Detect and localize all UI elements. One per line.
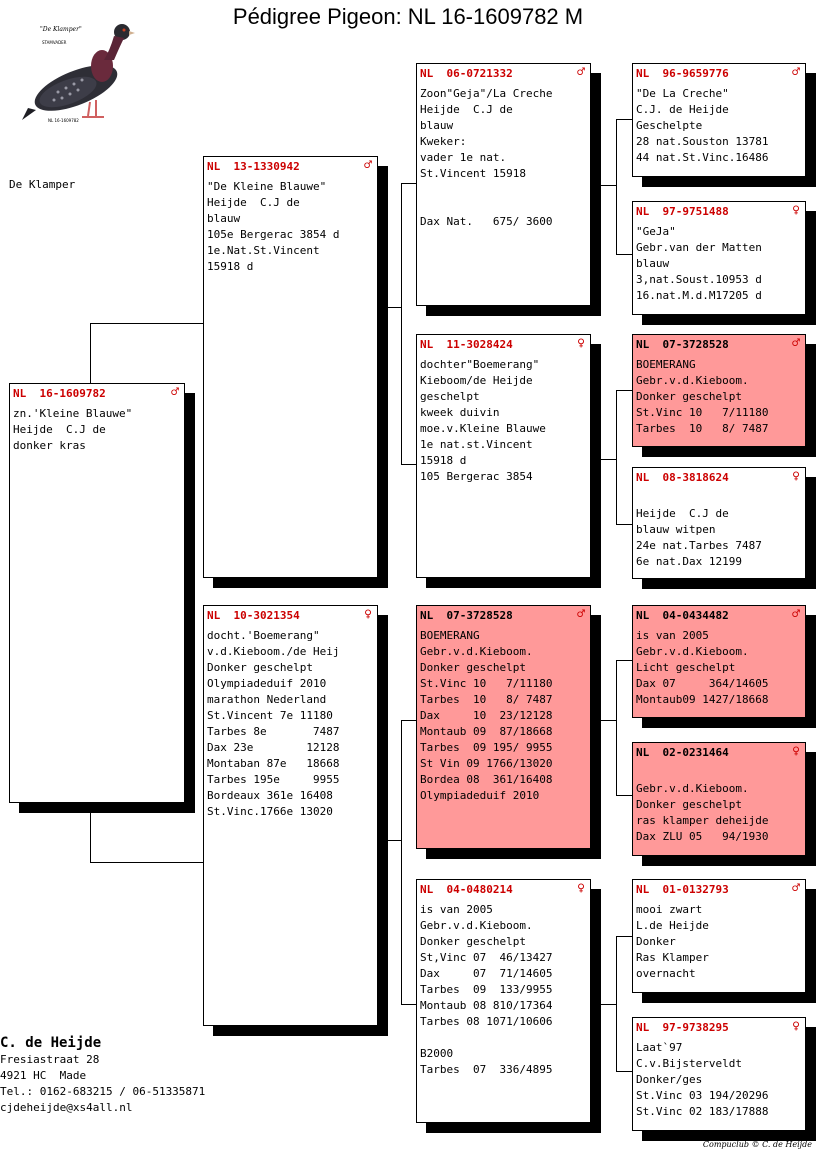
card-line: Kweker: xyxy=(420,135,467,148)
connector xyxy=(616,524,632,525)
card-line: Gebr.v.d.Kieboom. xyxy=(636,782,749,795)
card-line: St Vin 09 1766/13020 xyxy=(420,757,553,770)
card-line: Montaub09 1427/18668 xyxy=(636,693,769,706)
connector xyxy=(590,1004,616,1005)
card-line: v.d.Kieboom./de Heij xyxy=(207,645,340,658)
card-line: 105 Bergerac 3854 xyxy=(420,470,533,483)
card-line: St.Vinc 10 7/11180 xyxy=(636,406,769,419)
pedigree-card-dds[interactable] xyxy=(632,879,806,993)
card-line: St.Vincent 7e 11180 xyxy=(207,709,333,722)
card-line: is van 2005 xyxy=(420,903,493,916)
card-line: Zoon"Geja"/La Creche xyxy=(420,87,553,100)
pedigree-card-dss[interactable] xyxy=(632,605,806,718)
card-line: St.Vincent 15918 xyxy=(420,167,526,180)
pedigree-card-dam-dam[interactable] xyxy=(416,879,591,1123)
card-line: Donker geschelpt xyxy=(636,798,742,811)
connector xyxy=(377,840,401,841)
owner-city: 4921 HC Made xyxy=(0,1069,87,1082)
card-line: C.J. de Heijde xyxy=(636,103,729,116)
female-sex-icon: ♀ xyxy=(792,203,800,218)
card-line: Tarbes 08 1071/10606 xyxy=(420,1015,553,1028)
female-sex-icon: ♀ xyxy=(792,744,800,759)
connector xyxy=(616,390,632,391)
card-line: marathon Nederland xyxy=(207,693,327,706)
pedigree-card-sdd[interactable] xyxy=(632,467,806,579)
connector xyxy=(616,119,632,120)
connector xyxy=(590,720,616,721)
female-sex-icon: ♀ xyxy=(792,469,800,484)
connector xyxy=(90,862,203,863)
ring-number: NL 10-3021354 xyxy=(207,609,300,622)
connector xyxy=(401,720,402,1004)
card-line: Tarbes 07 336/4895 xyxy=(420,1063,553,1076)
card-line: Olympiadeduif 2010 xyxy=(207,677,327,690)
card-line: Geschelpte xyxy=(636,119,703,132)
female-sex-icon: ♀ xyxy=(577,881,585,896)
female-sex-icon: ♀ xyxy=(792,1019,800,1034)
ring-number: NL 13-1330942 xyxy=(207,160,300,173)
card-line xyxy=(420,1030,587,1046)
card-line: L.de Heijde xyxy=(636,919,709,932)
connector xyxy=(616,936,617,1071)
card-line: Olympiadeduif 2010 xyxy=(420,789,540,802)
connector xyxy=(401,1004,417,1005)
footer-credit: Compuclub © C. de Heijde xyxy=(702,1140,812,1149)
card-line: Donker geschelpt xyxy=(420,935,526,948)
card-line: Bordea 08 361/16408 xyxy=(420,773,553,786)
card-line: Dax 07 364/14605 xyxy=(636,677,769,690)
card-line: Tarbes 10 8/ 7487 xyxy=(420,693,553,706)
card-line: St.Vinc 10 7/11180 xyxy=(420,677,553,690)
card-line: BOEMERANG xyxy=(420,629,480,642)
pedigree-card-sss[interactable] xyxy=(632,63,806,177)
connector xyxy=(616,936,632,937)
connector xyxy=(401,464,417,465)
card-line: St,Vinc 07 46/13427 xyxy=(420,951,553,964)
owner-phone: Tel.: 0162-683215 / 06-51335871 xyxy=(0,1085,206,1098)
card-line: Tarbes 09 195/ 9955 xyxy=(420,741,553,754)
card-line xyxy=(420,182,587,198)
card-line: Heijde C.J de xyxy=(636,507,729,520)
card-line xyxy=(420,198,587,214)
pedigree-card-ssd[interactable] xyxy=(632,201,806,315)
owner-email: cjdeheijde@xs4all.nl xyxy=(0,1101,133,1114)
connector xyxy=(401,720,417,721)
connector xyxy=(616,119,617,254)
ring-number: NL 96-9659776 xyxy=(636,67,729,80)
card-line: Tarbes 8e 7487 xyxy=(207,725,340,738)
pedigree-card-dam-sire[interactable] xyxy=(416,605,591,849)
pedigree-card-sire-sire[interactable] xyxy=(416,63,591,306)
ring-number: NL 97-9738295 xyxy=(636,1021,729,1034)
male-sex-icon: ♂ xyxy=(792,65,800,80)
pedigree-card-dsd[interactable] xyxy=(632,742,806,856)
ring-number: NL 07-3728528 xyxy=(420,609,513,622)
card-line: 15918 d xyxy=(207,260,254,273)
connector xyxy=(401,183,417,184)
pedigree-card-sire-dam[interactable] xyxy=(416,334,591,578)
card-line: Dax Nat. 675/ 3600 xyxy=(420,215,553,228)
card-line: C.v.Bijsterveldt xyxy=(636,1057,742,1070)
card-line: blauw xyxy=(636,257,670,270)
card-line: dochter"Boemerang" xyxy=(420,358,540,371)
card-line: docht.'Boemerang" xyxy=(207,629,320,642)
card-line: B2000 xyxy=(420,1047,454,1060)
ring-number: NL 01-0132793 xyxy=(636,883,729,896)
connector xyxy=(616,254,632,255)
card-line: mooi zwart xyxy=(636,903,703,916)
card-line: 1e.Nat.St.Vincent xyxy=(207,244,320,257)
pedigree-card-ddd[interactable] xyxy=(632,1017,806,1131)
connector xyxy=(90,323,91,384)
card-line: 44 nat.St.Vinc.16486 xyxy=(636,151,769,164)
ring-number: NL 06-0721332 xyxy=(420,67,513,80)
card-line: geschelpt xyxy=(420,390,480,403)
card-line: blauw xyxy=(207,212,241,225)
pedigree-card-subject[interactable] xyxy=(9,383,185,803)
photo-caption-bottom: NL 16-1609782 xyxy=(48,118,79,123)
photo-caption-top: "De Klamper" xyxy=(40,26,82,33)
ring-number: NL 97-9751488 xyxy=(636,205,729,218)
card-line: "GeJa" xyxy=(636,225,676,238)
connector xyxy=(377,307,401,308)
card-line: blauw xyxy=(420,119,454,132)
male-sex-icon: ♂ xyxy=(171,385,179,400)
card-line: Bordeaux 361e 16408 xyxy=(207,789,333,802)
owner-name: C. de Heijde xyxy=(0,1035,102,1051)
card-line xyxy=(636,765,802,781)
connector xyxy=(616,660,617,795)
ring-number: NL 04-0434482 xyxy=(636,609,729,622)
card-line: 28 nat.Souston 13781 xyxy=(636,135,769,148)
card-line: Tarbes 09 133/9955 xyxy=(420,983,553,996)
pedigree-card-dam[interactable] xyxy=(203,605,378,1026)
card-line: Licht geschelpt xyxy=(636,661,736,674)
ring-number: NL 11-3028424 xyxy=(420,338,513,351)
card-line: Tarbes 195e 9955 xyxy=(207,773,340,786)
card-line: Laat`97 xyxy=(636,1041,683,1054)
card-line: Heijde C.J de xyxy=(420,103,513,116)
card-line: 6e nat.Dax 12199 xyxy=(636,555,742,568)
connector xyxy=(616,1071,632,1072)
card-line: is van 2005 xyxy=(636,629,709,642)
ring-number: NL 04-0480214 xyxy=(420,883,513,896)
connector xyxy=(616,660,632,661)
card-line: Dax ZLU 05 94/1930 xyxy=(636,830,769,843)
loft-name: De Klamper xyxy=(9,178,76,191)
card-line: St.Vinc 03 194/20296 xyxy=(636,1089,769,1102)
card-line: Gebr.v.d.Kieboom. xyxy=(636,645,749,658)
card-line: Donker geschelpt xyxy=(636,390,742,403)
card-line: overnacht xyxy=(636,967,696,980)
card-line: Ras Klamper xyxy=(636,951,709,964)
connector xyxy=(90,803,91,863)
card-line: Heijde C.J de xyxy=(13,423,106,436)
card-line: "De La Creche" xyxy=(636,87,729,100)
card-line: 3,nat.Soust.10953 d xyxy=(636,273,762,286)
connector xyxy=(401,183,402,464)
card-line: Kieboom/de Heijde xyxy=(420,374,533,387)
card-line: Gebr.van der Matten xyxy=(636,241,762,254)
card-line: Tarbes 10 8/ 7487 xyxy=(636,422,769,435)
card-line: Gebr.v.d.Kieboom. xyxy=(636,374,749,387)
card-line: blauw witpen xyxy=(636,523,716,536)
connector xyxy=(616,795,632,796)
card-line: Donker geschelpt xyxy=(420,661,526,674)
card-line: zn.'Kleine Blauwe" xyxy=(13,407,133,420)
card-line: Dax 07 71/14605 xyxy=(420,967,553,980)
card-line: 15918 d xyxy=(420,454,467,467)
card-line: ras klamper deheijde xyxy=(636,814,769,827)
card-line: Donker geschelpt xyxy=(207,661,313,674)
card-line: Heijde C.J de xyxy=(207,196,300,209)
female-sex-icon: ♀ xyxy=(577,336,585,351)
male-sex-icon: ♂ xyxy=(792,336,800,351)
card-line: Montaub 09 87/18668 xyxy=(420,725,553,738)
card-line: Donker/ges xyxy=(636,1073,703,1086)
male-sex-icon: ♂ xyxy=(577,607,585,622)
female-sex-icon: ♀ xyxy=(364,607,372,622)
card-line: St.Vinc 02 183/17888 xyxy=(636,1105,769,1118)
card-line: Donker xyxy=(636,935,676,948)
connector xyxy=(90,323,203,324)
photo-caption-mid: STAMVADER xyxy=(42,40,67,45)
connector xyxy=(590,459,616,460)
connector xyxy=(616,390,617,524)
pigeon-photo xyxy=(18,16,138,128)
owner-info xyxy=(0,1034,205,1116)
ring-number: NL 02-0231464 xyxy=(636,746,729,759)
male-sex-icon: ♂ xyxy=(792,881,800,896)
card-line: 1e nat.st.Vincent xyxy=(420,438,533,451)
male-sex-icon: ♂ xyxy=(792,607,800,622)
card-line: 24e nat.Tarbes 7487 xyxy=(636,539,762,552)
ring-number: NL 07-3728528 xyxy=(636,338,729,351)
male-sex-icon: ♂ xyxy=(364,158,372,173)
connector xyxy=(590,185,616,186)
card-line: vader 1e nat. xyxy=(420,151,507,164)
card-line: Montaban 87e 18668 xyxy=(207,757,340,770)
card-line: Gebr.v.d.Kieboom. xyxy=(420,919,533,932)
card-line: kweek duivin xyxy=(420,406,500,419)
ring-number: NL 08-3818624 xyxy=(636,471,729,484)
card-line: Gebr.v.d.Kieboom. xyxy=(420,645,533,658)
card-line: donker kras xyxy=(13,439,86,452)
card-line: BOEMERANG xyxy=(636,358,696,371)
card-line xyxy=(636,490,802,506)
card-line: moe.v.Kleine Blauwe xyxy=(420,422,546,435)
card-line: "De Kleine Blauwe" xyxy=(207,180,327,193)
pedigree-card-sds[interactable] xyxy=(632,334,806,447)
card-line: 16.nat.M.d.M17205 d xyxy=(636,289,762,302)
card-line: Dax 23e 12128 xyxy=(207,741,340,754)
card-line: 105e Bergerac 3854 d xyxy=(207,228,340,241)
card-line: Dax 10 23/12128 xyxy=(420,709,553,722)
ring-number: NL 16-1609782 xyxy=(13,387,106,400)
card-line: Montaub 08 810/17364 xyxy=(420,999,553,1012)
card-line: St.Vinc.1766e 13020 xyxy=(207,805,333,818)
page-title: Pédigree Pigeon: NL 16-1609782 M xyxy=(232,4,584,29)
pedigree-card-sire[interactable] xyxy=(203,156,378,578)
male-sex-icon: ♂ xyxy=(577,65,585,80)
owner-address: Fresiastraat 28 xyxy=(0,1053,100,1066)
